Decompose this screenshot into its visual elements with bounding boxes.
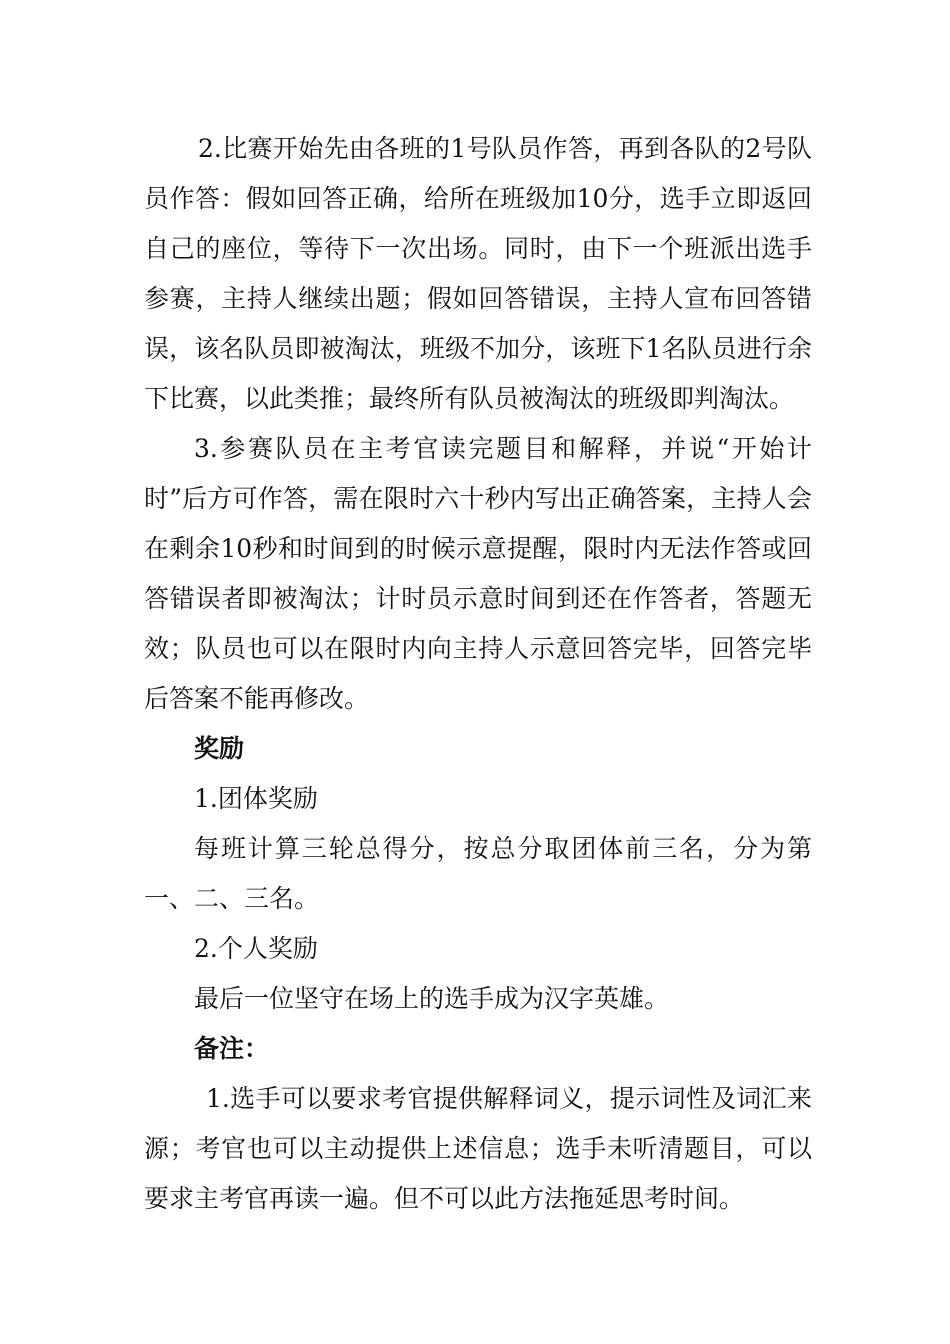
rule-2-paragraph: 2.比赛开始先由各班的1号队员作答，再到各队的2号队员作答：假如回答正确，给所在班级加10分，选手立即返回自己的座位，等待下一次出场。同时，由下一个班派出选手参赛，主持人继续出题；假如回答错误，主持人宣布回答错误，该名队员即被淘汰，班级不加分，该班下1名队员进行余下比赛，以此类推；最终所有队员被淘汰的班级即判淘汰。 — [144, 134, 812, 413]
individual-award-text: 最后一位坚守在场上的选手成为汉字英雄。 — [194, 984, 670, 1013]
rule-3-paragraph: 3.参赛队员在主考官读完题目和解释，并说“开始计时”后方可作答，需在限时六十秒内写出正确答案，主持人会在剩余10秒和时间到的时候示意提醒，限时内无法作答或回答错误者即被淘汰；计时员示意时间到还在作答者，答题无效；队员也可以在限时内向主持人示意回答完毕，回答完毕后答案不能再修改。 — [144, 434, 812, 713]
awards-heading: 奖励 — [194, 734, 245, 763]
notes-heading: 备注： — [194, 1034, 270, 1063]
note-1-paragraph: 1.选手可以要求考官提供解释词义，提示词性及词汇来源；考官也可以主动提供上述信息；选手未听清题目，可以要求主考官再读一遍。但不可以此方法拖延思考时间。 — [144, 1084, 812, 1213]
document-page — [144, 124, 812, 1224]
individual-award-title: 2.个人奖励 — [194, 934, 318, 963]
team-award-text: 每班计算三轮总得分，按总分取团体前三名，分为第一、二、三名。 — [144, 834, 812, 913]
team-award-title: 1.团体奖励 — [194, 784, 318, 813]
